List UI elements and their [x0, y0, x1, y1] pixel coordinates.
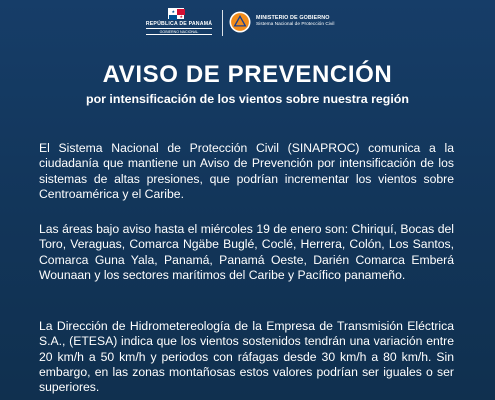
- ministerio-name: MINISTERIO DE GOBIERNO: [256, 15, 330, 21]
- logo-divider: [222, 10, 223, 36]
- sinaproc-label: Sistema Nacional de Protección Civil: [256, 22, 335, 27]
- header-logos: [0, 8, 495, 38]
- paragraph-areas: Las áreas bajo aviso hasta el miércoles 19 de enero son: Chiriquí, Bocas del Toro, Veraguas, Comarca Ngäbe Buglé, Coclé, Herrera, Colón, Los Santos, Comarca Guna Yala, Panamá, Panamá Oeste, Darién Comarca Emberá Wounaan y los sectores marítimos del Caribe y Pacífico panameño.: [39, 222, 454, 282]
- republica-panama-logo: [140, 8, 218, 38]
- notice-subtitle: por intensificación de los vientos sobre nuestra región: [86, 92, 409, 106]
- gobierno-nacional-label: GOBIERNO NACIONAL: [146, 28, 212, 35]
- paragraph-winds: La Dirección de Hidrometereología de la Empresa de Transmisión Eléctrica S.A., (ETESA) indica que los vientos sostenidos tendrán una variación entre 20 km/h a 50 km/h y periodos con ráfagas desde 30 km/h a 80 km/h. Sin embargo, en las zonas montañosas estos valores podrían ser iguales o ser superiores.: [39, 319, 454, 395]
- notice-title: AVISO DE PREVENCIÓN: [102, 61, 393, 88]
- sinaproc-emblem-icon: [229, 11, 251, 33]
- paragraph-intro: El Sistema Nacional de Protección Civil (SINAPROC) comunica a la ciudadanía que mantiene un Aviso de Prevención por intensificación de los sistemas de altas presiones, que podrían incrementar los vientos sobre Centroamérica y el Caribe.: [39, 141, 454, 201]
- republica-name: REPÚBLICA DE PANAMÁ: [145, 21, 213, 27]
- panama-flag-icon: ★ ★: [168, 8, 184, 19]
